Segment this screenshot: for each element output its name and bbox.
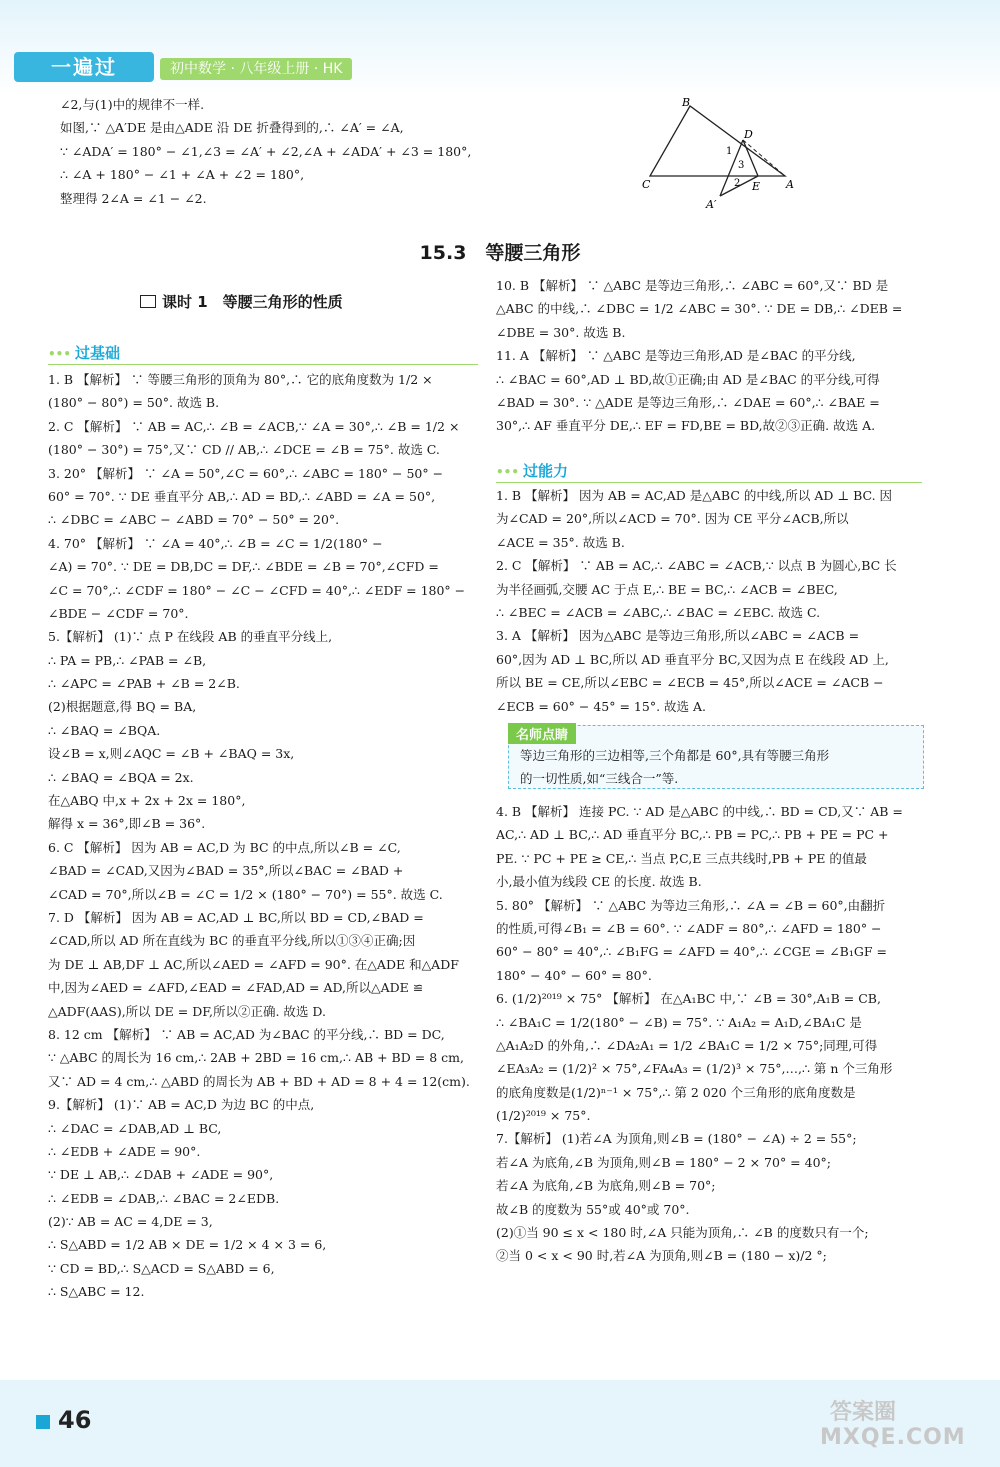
text-line: ∴ ∠BAQ = ∠BQA = 2x. — [48, 769, 194, 785]
text-line: 6. (1/2)²⁰¹⁹ × 75° 【解析】 在△A₁BC 中,∵ ∠B = 30°,A₁B = CB, — [496, 991, 881, 1007]
label-e: E — [752, 180, 761, 193]
subhead-ability: ••• 过能力 — [496, 460, 922, 483]
dots-icon: ••• — [496, 465, 520, 479]
text-line: ∠BDE − ∠CDF = 70°. — [48, 605, 189, 621]
text-line: ∠BAD = 30°. ∵ △ADE 是等边三角形,∴ ∠DAE = 60°,∴ ∠BAE = — [496, 394, 880, 410]
top-block — [60, 93, 480, 210]
text-line: ∴ ∠A + 180° − ∠1 + ∠A + ∠2 = 180°, — [60, 167, 305, 183]
text-line: △ADF(AAS),所以 DE = DF,所以②正确. 故选 D. — [48, 1003, 326, 1019]
text-line: (2)∵ AB = AC = 4,DE = 3, — [48, 1214, 213, 1230]
book-tag: 初中数学 · 八年级上册 · HK — [160, 58, 352, 80]
text-line: ②当 0 < x < 90 时,若∠A 为顶角,则∠B = (180 − x)/2 °; — [496, 1248, 827, 1264]
text-line: 的性质,可得∠B₁ = ∠B = 60°. ∵ ∠ADF = 80°,∴ ∠AFD = 180° − — [496, 920, 882, 936]
text-line: 3. 20° 【解析】 ∵ ∠A = 50°,∠C = 60°,∴ ∠ABC = 180° − 50° − — [48, 465, 444, 481]
text-line: ∴ ∠APC = ∠PAB + ∠B = 2∠B. — [48, 676, 240, 692]
text-line: 故∠B 的度数为 55°或 40°或 70°. — [496, 1201, 690, 1217]
label-angle-1: 1 — [726, 146, 733, 157]
text-line: (180° − 80°) = 50°. 故选 B. — [48, 395, 220, 411]
text-line: 2. C 【解析】 ∵ AB = AC,∴ ∠B = ∠ACB,∵ ∠A = 30°,∴ ∠B = 1/2 × — [48, 418, 460, 434]
text-line: 10. B 【解析】 ∵ △ABC 是等边三角形,∴ ∠ABC = 60°,又∵ BD 是 — [496, 278, 889, 293]
text-line: 等边三角形的三边相等,三个角都是 60°,具有等腰三角形 — [520, 748, 830, 763]
text-line: ∴ ∠BEC = ∠ACB = ∠ABC,∴ ∠BAC = ∠EBC. 故选 C. — [496, 604, 821, 620]
text-line: ∴ ∠BA₁C = 1/2(180° − ∠B) = 75°. ∵ A₁A₂ = A₁D,∠BA₁C 是 — [496, 1014, 862, 1030]
text-line: 为半径画弧,交腰 AC 于点 E,∴ BE = BC,∴ ∠ACB = ∠BEC, — [496, 581, 838, 597]
section-title: 15.3 等腰三角形 — [419, 242, 581, 264]
text-line: ∴ ∠DAC = ∠DAB,AD ⊥ BC, — [48, 1120, 222, 1136]
text-line: 7.【解析】 (1)若∠A 为顶角,则∠B = (180° − ∠A) ÷ 2 = 55°; — [496, 1131, 857, 1147]
text-line: ∵ ∠ADA′ = 180° − ∠1,∠3 = ∠A′ + ∠2,∠A + ∠ADA′ + ∠3 = 180°, — [60, 143, 472, 159]
triangle-abc — [650, 106, 785, 176]
label-a-prime: A′ — [706, 198, 717, 211]
text-line: 3. A 【解析】 因为△ABC 是等边三角形,所以∠ABC = ∠ACB = — [496, 628, 860, 644]
text-line: ∠ACE = 35°. 故选 B. — [496, 534, 625, 550]
text-line: ∴ S△ABC = 12. — [48, 1284, 145, 1300]
text-line: 若∠A 为底角,∠B 为底角,则∠B = 70°; — [496, 1178, 716, 1194]
left-column — [48, 368, 483, 1304]
text-line: ∠CAD = 70°,所以∠B = ∠C = 1/2 × (180° − 70°) = 55°. 故选 C. — [48, 886, 443, 902]
text-line: ∠C = 70°,∴ ∠CDF = 180° − ∠C − ∠CFD = 40°,∴ ∠EDF = 180° − — [48, 582, 466, 598]
label-b: B — [682, 96, 691, 109]
subhead-basic: ••• 过基础 — [48, 342, 478, 365]
text-line: 9.【解析】 (1)∵ AB = AC,D 为边 BC 的中点, — [48, 1097, 315, 1113]
right-column-top — [496, 274, 932, 438]
fold-line-de — [743, 140, 758, 176]
text-line: (2)根据题意,得 BQ = BA, — [48, 699, 197, 715]
text-line: 7. D 【解析】 因为 AB = AC,AD ⊥ BC,所以 BD = CD,∠BAD = — [48, 909, 424, 925]
text-line: ∠DBE = 30°. 故选 B. — [496, 324, 626, 340]
text-line: 所以 BE = CE,所以∠EBC = ∠ECB = 45°,所以∠ACE = ∠ACB − — [496, 675, 884, 691]
text-line: 又∵ AD = 4 cm,∴ △ABD 的周长为 AB + BD + AD = 8 + 4 = 12(cm). — [48, 1073, 470, 1089]
tip-label: 名师点睛 — [508, 723, 576, 744]
text-line: ∠A) = 70°. ∵ DE = DB,DC = DF,∴ ∠BDE = ∠B = 70°,∠CFD = — [48, 559, 439, 575]
page-number: 46 — [58, 1406, 92, 1434]
right-column-mid — [496, 484, 932, 718]
dots-icon: ••• — [48, 347, 72, 361]
text-line: ∠BAD = ∠CAD,又因为∠BAD = 35°,所以∠BAC = ∠BAD + — [48, 863, 404, 879]
text-line: ∴ S△ABD = 1/2 AB × DE = 1/2 × 4 × 3 = 6, — [48, 1237, 327, 1253]
text-line: ∴ PA = PB,∴ ∠PAB = ∠B, — [48, 652, 207, 668]
text-line: ∴ ∠EDB = ∠DAB,∴ ∠BAC = 2∠EDB. — [48, 1190, 280, 1206]
text-line: 1. B 【解析】 ∵ 等腰三角形的顶角为 80°,∴ 它的底角度数为 1/2 × — [48, 372, 433, 387]
text-line: (1/2)²⁰¹⁹ × 75°. — [496, 1108, 591, 1124]
text-line: 5. 80° 【解析】 ∵ △ABC 为等边三角形,∴ ∠A = ∠B = 60°,由翻折 — [496, 897, 886, 913]
text-line: ∵ △ABC 的周长为 16 cm,∴ 2AB + 2BD = 16 cm,∴ AB + BD = 8 cm, — [48, 1050, 464, 1066]
text-line: 如图,∵ △A′DE 是由△ADE 沿 DE 折叠得到的,∴ ∠A′ = ∠A, — [60, 120, 404, 136]
text-line: 30°,∴ AF 垂直平分 DE,∴ EF = FD,BE = BD,故②③正确. 故选 A. — [496, 418, 876, 434]
watermark-text: 答案圈 — [830, 1400, 897, 1425]
text-line: 1. B 【解析】 因为 AB = AC,AD 是△ABC 的中线,所以 AD ⊥ BC. 因 — [496, 488, 893, 503]
text-line: 6. C 【解析】 因为 AB = AC,D 为 BC 的中点,所以∠B = ∠C, — [48, 839, 401, 855]
text-line: 180° − 40° − 60° = 80°. — [496, 967, 652, 983]
text-line: 8. 12 cm 【解析】 ∵ AB = AC,AD 为∠BAC 的平分线,∴ BD = DC, — [48, 1026, 445, 1042]
text-line: △ABC 的中线,∴ ∠DBC = 1/2 ∠ABC = 30°. ∵ DE = DB,∴ ∠DEB = — [496, 301, 903, 317]
text-line: 小,最小值为线段 CE 的长度. 故选 B. — [496, 874, 702, 890]
text-line: PE. ∵ PC + PE ≥ CE,∴ 当点 P,C,E 三点共线时,PB + PE 的值最 — [496, 850, 867, 866]
right-column-bottom — [496, 800, 932, 1268]
text-line: 在△ABQ 中,x + 2x + 2x = 180°, — [48, 793, 246, 809]
text-line: ∴ ∠DBC = ∠ABC − ∠ABD = 70° − 50° = 20°. — [48, 512, 340, 528]
text-line: ∵ CD = BD,∴ S△ACD = S△ABD = 6, — [48, 1260, 275, 1276]
label-angle-2: 2 — [734, 178, 741, 189]
text-line: ∠ECB = 60° − 45° = 15°. 故选 A. — [496, 698, 706, 714]
text-line: 的底角度数是(1/2)ⁿ⁻¹ × 75°,∴ 第 2 020 个三角形的底角度数是 — [496, 1084, 856, 1100]
text-line: 60°,因为 AD ⊥ BC,所以 AD 垂直平分 BC,又因为点 E 在线段 AD 上, — [496, 651, 889, 667]
text-line: (180° − 30°) = 75°,又∵ CD // AB,∴ ∠DCE = ∠B = 75°. 故选 C. — [48, 442, 440, 458]
text-line: 解得 x = 36°,即∠B = 36°. — [48, 816, 206, 832]
text-line: 4. 70° 【解析】 ∵ ∠A = 40°,∴ ∠B = ∠C = 1/2(180° − — [48, 535, 383, 551]
text-line: 60° − 80° = 40°,∴ ∠B₁FG = ∠AFD = 40°,∴ ∠CGE = ∠B₁GF = — [496, 944, 887, 960]
watermark-url: MXQE.COM — [820, 1425, 966, 1450]
page-marker — [36, 1415, 50, 1429]
label-c: C — [642, 178, 651, 191]
text-line: (2)①当 90 ≤ x < 180 时,∠A 只能为顶角,∴ ∠B 的度数只有一个; — [496, 1225, 869, 1241]
text-line: ∠2,与(1)中的规律不一样. — [60, 97, 205, 112]
text-line: 中,因为∠AED = ∠AFD,∠EAD = ∠FAD,AD = AD,所以△ADE ≌ — [48, 980, 424, 996]
text-line: 11. A 【解析】 ∵ △ABC 是等边三角形,AD 是∠BAC 的平分线, — [496, 348, 856, 364]
lesson-title — [140, 291, 343, 312]
text-line: 60° = 70°. ∵ DE 垂直平分 AB,∴ AD = BD,∴ ∠ABD = ∠A = 50°, — [48, 488, 436, 504]
text-line: AC,∴ AD ⊥ BC,∴ AD 垂直平分 BC,∴ PB = PC,∴ PB + PE = PC + — [496, 827, 889, 843]
tip-text — [520, 744, 916, 791]
label-a: A — [786, 178, 794, 191]
text-line: 整理得 2∠A = ∠1 − ∠2. — [60, 190, 207, 206]
text-line: 2. C 【解析】 ∵ AB = AC,∴ ∠ABC = ∠ACB,∵ 以点 B 为圆心,BC 长 — [496, 558, 897, 574]
book-icon — [140, 295, 156, 308]
text-line: ∴ ∠BAQ = ∠BQA. — [48, 722, 161, 738]
text-line: △A₁A₂D 的外角,∴ ∠DA₂A₁ = 1/2 ∠BA₁C = 1/2 × 75°;同理,可得 — [496, 1037, 878, 1053]
text-line: ∠CAD,所以 AD 所在直线为 BC 的垂直平分线,所以①③④正确;因 — [48, 933, 416, 949]
text-line: 若∠A 为底角,∠B 为顶角,则∠B = 180° − 2 × 70° = 40°; — [496, 1154, 831, 1170]
text-line: 的一切性质,如“三线合一”等. — [520, 771, 679, 787]
lesson-title-text: 课时 1 等腰三角形的性质 — [162, 293, 343, 311]
text-line: ∠EA₃A₂ = (1/2)² × 75°,∠FA₄A₃ = (1/2)³ × 75°,…,∴ 第 n 个三角形 — [496, 1061, 893, 1077]
text-line: 为∠CAD = 20°,所以∠ACD = 70°. 因为 CE 平分∠ACB,所以 — [496, 511, 849, 527]
label-d: D — [744, 128, 753, 141]
brand-logo: 一遍过 — [14, 52, 154, 82]
text-line: 5.【解析】 (1)∵ 点 P 在线段 AB 的垂直平分线上, — [48, 629, 333, 645]
label-angle-3: 3 — [738, 160, 745, 171]
text-line: 设∠B = x,则∠AQC = ∠B + ∠BAQ = 3x, — [48, 746, 295, 762]
text-line: ∵ DE ⊥ AB,∴ ∠DAB + ∠ADE = 90°, — [48, 1167, 274, 1183]
geometry-figure — [640, 96, 800, 214]
text-line: ∴ ∠BAC = 60°,AD ⊥ BD,故①正确;由 AD 是∠BAC 的平分线,可得 — [496, 371, 880, 387]
text-line: 为 DE ⊥ AB,DF ⊥ AC,所以∠AED = ∠AFD = 90°. 在△ADE 和△ADF — [48, 956, 459, 972]
text-line: ∴ ∠EDB + ∠ADE = 90°. — [48, 1143, 201, 1159]
text-line: 4. B 【解析】 连接 PC. ∵ AD 是△ABC 的中线,∴ BD = CD,又∵ AB = — [496, 804, 903, 819]
